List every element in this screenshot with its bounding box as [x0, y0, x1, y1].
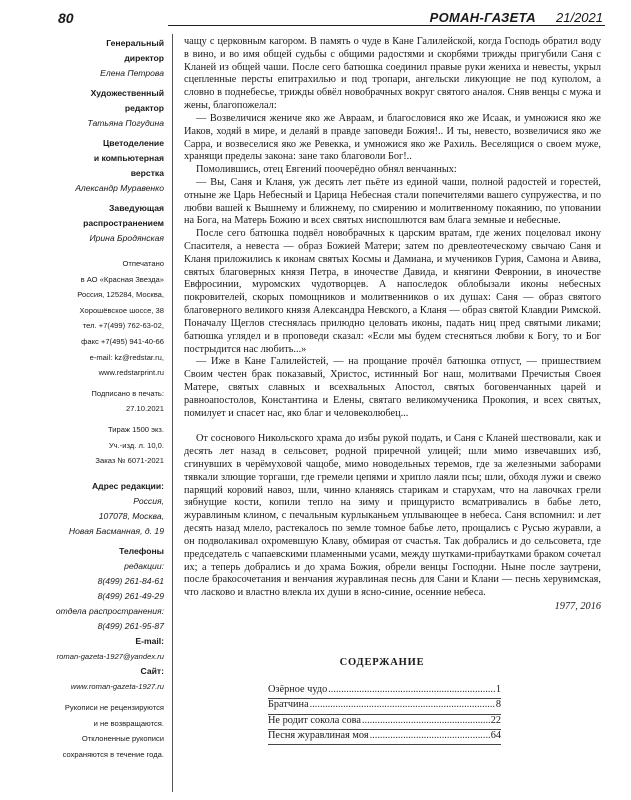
notice-line: Рукописи не рецензируются: [64, 702, 164, 712]
imprint-sidebar: [20, 36, 164, 762]
run-line: Уч.-изд. л. 10,0.: [108, 440, 164, 450]
run-line: Тираж 1500 экз.: [107, 424, 164, 434]
column-divider: [172, 34, 173, 792]
page-header: [0, 6, 631, 32]
role-label: и компьютерная: [93, 153, 164, 163]
notice-line: Отклоненные рукописи: [81, 734, 164, 744]
toc-item-title: Песня журавлиная моя: [268, 729, 369, 741]
toc-leader: [328, 684, 495, 695]
header-rule: [168, 8, 605, 26]
signed-date: 27.10.2021: [125, 404, 164, 414]
email-address: roman-gazeta-1927@yandex.ru: [56, 651, 164, 661]
toc-item-title: Озёрное чудо: [268, 684, 328, 695]
imprint-block: [20, 86, 164, 131]
toc-leader: [370, 730, 490, 741]
imprint-block: [20, 201, 164, 246]
role-label: редактор: [124, 103, 164, 113]
role-label: Художественный: [90, 88, 164, 98]
role-label: Цветоделение: [103, 138, 164, 148]
imprint-block: [20, 136, 164, 196]
toc-item-page: 1: [495, 684, 501, 695]
print-line: www.redstarprint.ru: [98, 368, 164, 378]
role-label: распространением: [83, 218, 164, 228]
magazine-title: РОМАН-ГАЗЕТА: [429, 10, 536, 25]
print-line: Хорошёвское шоссе, 38: [79, 305, 164, 315]
email-block: [20, 634, 164, 665]
run-info: [20, 422, 164, 469]
print-line: факс +7(495) 941-40-66: [81, 336, 164, 346]
person-name: Ирина Бродянская: [89, 233, 164, 243]
table-of-contents: [268, 684, 501, 745]
print-line: e-mail: kz@redstar.ru,: [89, 352, 164, 362]
phones-label: Телефоны: [119, 545, 164, 556]
toc-title: СОДЕРЖАНИЕ: [339, 657, 425, 668]
phone-line: редакции:: [124, 560, 164, 571]
toc-item-title: Братчина: [268, 699, 309, 711]
phone-line: 8(499) 261-95-87: [97, 620, 164, 631]
role-label: Заведующая: [109, 203, 164, 213]
toc-leader: [362, 715, 490, 726]
toc-item[interactable]: [268, 715, 501, 730]
toc-leader: [310, 699, 495, 710]
notice-line: сохраняются в течение года.: [62, 749, 164, 759]
site-block: [20, 664, 164, 695]
imprint-block: [20, 36, 164, 81]
toc-item[interactable]: [268, 699, 501, 714]
role-label: директор: [124, 53, 164, 63]
address-block: [20, 479, 164, 539]
phone-line: 8(499) 261-49-29: [97, 590, 164, 601]
address-label: Адрес редакции:: [91, 480, 164, 491]
paragraph: — Вы, Саня и Кланя, уж десять лет пьёте из единой чаши, полной радостей и горестей, отныне же Царь Небесный и Царица Небесная стали попечителями вашего супружества, и по любви вашей к Вышнему и ближнему, по смирению и молитвенному покаянию, по уповании на Бога, на Матерь Божию и всех святых ниспошлются вам блага земные и небесные.: [184, 176, 601, 227]
paragraph: — Иже в Кане Галилейстей, — на прощание прочёл батюшка отпуст, — пришествием Своим честен брак показавый, Христос, истинный Бог наш, молитвами Пречистыя Своея Матере, святых славных и всехвальных Апостол, святых боговенчанных царей и равноапостолов, Константина и Елены, святаго великомученика Прокопия, и всех святых, помилует и спасет нас, яко благ и человеколюбец...: [184, 356, 601, 419]
person-name: Елена Петрова: [100, 68, 164, 78]
print-line: тел. +7(499) 762-63-02,: [82, 321, 164, 331]
toc-item[interactable]: [268, 730, 501, 745]
site-url: www.roman-gazeta-1927.ru: [70, 682, 164, 692]
run-line: Заказ № 6071-2021: [95, 456, 164, 466]
toc-item-page: 64: [490, 729, 501, 741]
signed-info: [20, 386, 164, 417]
article-body: [184, 36, 601, 614]
print-line: Россия, 125284, Москва,: [77, 290, 164, 300]
toc-item[interactable]: [268, 684, 501, 699]
phones-block: [20, 544, 164, 634]
paragraph: От соснового Никольского храма до избы рукой подать, и Саня с Кланей шествовали, как и десять лет назад в сельсовет, родной приречной улицей; шли мимо извечавших изб, сгинувших в черёмуховой чащобе, мимо новодельных теремов, где за железными заборами тявкали злющие торгаши, где гремели цепями и хрипло лаяли псы; шли, обходя лужи и свежо парящий коровий навоз, шли, чинно кланяясь старикам и старухам, что на лавочках грели зябнущие кости, копили тепло на зиму и прищуристо всматривались в бабье лето, журавлиным клином, с печальным курлыканьем уплывающее в небеса. Саня вспомнил: и лет десять назад млело, растекалось по земле томное бабье лето, прощались с Русью журавли, а он подволакивал охромевшую Клаву, обмирая от счастья. Так добрались и до сельсовета, где председатель с чапаевскими пламенными усами, между шутками-прибаутками браком сочетал их; а теперь добрались и до храма Божия, обрели венцы Господни. Ныне после заутрени, после бракосочетания и венчания журавлиная песнь для Сани и Клани — песнь херувимская, что ласково и властно влекла их души в ясно-синие, осенние небеса.: [184, 433, 601, 599]
role-label: верстка: [130, 168, 164, 178]
person-name: Александр Муравенко: [75, 183, 164, 193]
phone-line: 8(499) 261-84-61: [97, 575, 164, 586]
person-name: Татьяна Погудина: [87, 118, 164, 128]
paragraph: Помолившись, отец Евгений поочерёдно обнял венчанных:: [196, 164, 457, 176]
email-label: E-mail:: [135, 635, 164, 646]
toc-item-page: 22: [490, 714, 501, 726]
address-line: 107078, Москва,: [98, 510, 164, 521]
toc-item-title: Не родит сокола сова: [268, 714, 361, 726]
signed-label: Подписано в печать:: [91, 388, 164, 398]
address-line: Россия,: [133, 495, 164, 506]
role-label: Генеральный: [106, 38, 164, 48]
print-line: в АО «Красная Звезда»: [80, 274, 164, 284]
page-number: 80: [58, 10, 74, 26]
address-line: Новая Басманная, д. 19: [68, 525, 164, 536]
issue-number: 21/2021: [556, 10, 603, 25]
print-line: Отпечатано: [122, 259, 164, 268]
signature: 1977, 2016: [554, 600, 601, 612]
print-info: [20, 256, 164, 381]
site-label: Сайт:: [140, 666, 164, 677]
paragraph: — Возвеличися жениче яко же Авраам, и благословися яко же Исаак, и умножися яко же Иаков, ходяй в мире, и делаяй в правде заповеди Божия!.. И ты, невесто, возвеличися яко же Сарра, и возвеселися яко же Ревекка, и умножися яко же Рахиль. Веселящися о своем муже, хранящи пределы закона: зане тако благоволи Бог!..: [184, 112, 601, 163]
toc-item-page: 8: [495, 699, 501, 711]
phone-line: отдела распространения:: [55, 605, 164, 616]
paragraph: чащу с церковным кагором. В память о чуде в Кане Галилейской, когда Господь обратил воду в вино, и во имя общей судьбы с общими радостями и скорбями трижды пригубили Саня с Кланей из общей чаши. После сего батюшка соединил правые руки жениха и невесты, укрыл сцепленные персты епитрахилью и под тропари, ангельски ликующие не под куполом, а словно в поднебесье, трижды обвёл новобрачных вокруг святого аналоя. Сняв венцы с мужа и жены, благопожелал:: [184, 36, 601, 112]
notice-line: и не возвращаются.: [93, 718, 164, 728]
manuscript-notice: [20, 700, 164, 762]
paragraph: После сего батюшка подвёл новобрачных к царским вратам, где жених поцеловал икону Спасителя, а невеста — образ Божией Матери; затем по древлеотеческому свычаю Саня и Кланя приложились к иконам святых Космы и Дамиана, и мучеников Гурия, Самона и Авива, святых благоверных князя Петра, в иночестве Давида, и княгини Февронии, в иночестве Евфросинии, муромских чудотворцев. А напоследок облобызали иконы небесных покровителей, скорых помощников и молитвенников о их душах: Саня — образ святого благоверного великого князя Александра Невского, а Кланя — образ святой Клавдии Римской. Поначалу Щеглов стеснялась прилюдно целовать иконы, падать ниц пред святыми ликами; батюшка углядел и в проповеди сказал: «Если мы будем стесняться любви к Богу, то и Бог пострыдится нас любить...»: [184, 228, 601, 355]
